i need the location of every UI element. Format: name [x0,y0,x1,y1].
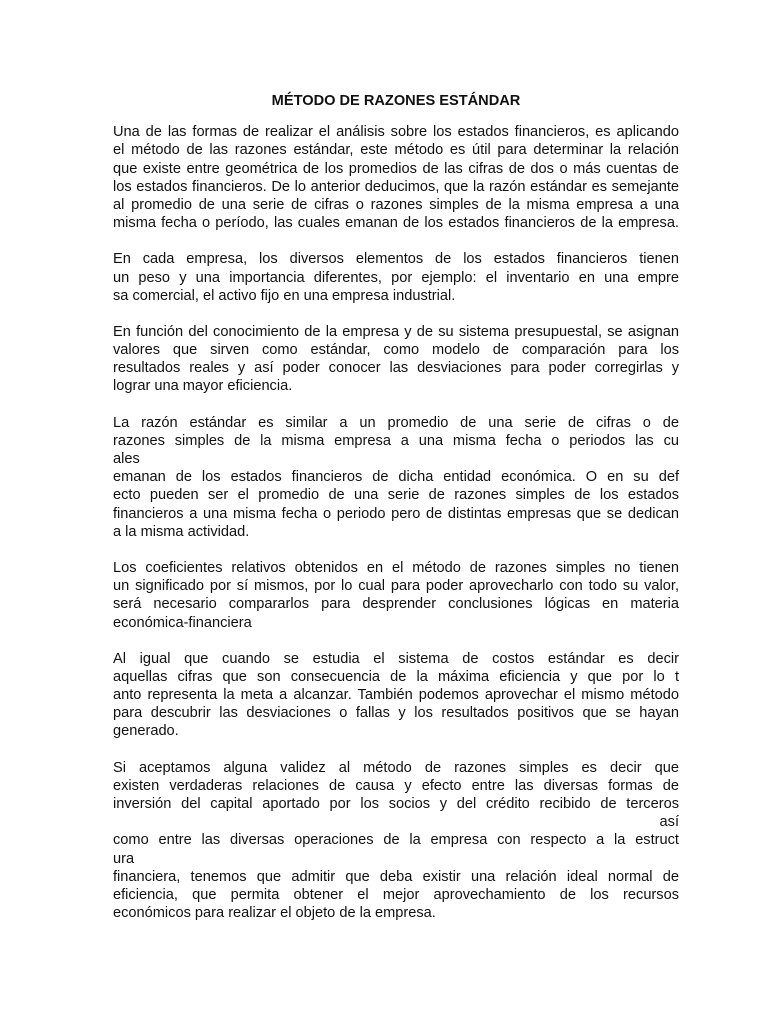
text-line: un peso y una importancia diferentes, por ejemplo: el inventario en una empre [113,269,679,286]
text-line: financiera, tenemos que admitir que deba existir una relación ideal normal de [113,868,679,885]
text-line: Los coeficientes relativos obtenidos en el método de razones simples no tienen [113,559,679,576]
text-line: misma fecha o período, las cuales emanan de los estados financieros de la empresa. [113,215,679,232]
text-line: En cada empresa, los diversos elementos de los estados financieros tienen [113,251,679,268]
paragraph-6 [113,650,679,741]
paragraph-1 [113,123,679,232]
text-line: lograr una mayor eficiencia. [113,378,293,395]
text-line: En función del conocimiento de la empresa y de su sistema presupuestal, se asignan [113,323,679,340]
text-line: existen verdaderas relaciones de causa y efecto entre las diversas formas de [113,777,679,794]
text-line: Al igual que cuando se estudia el sistema de costos estándar es decir [113,650,679,667]
paragraph-2 [113,250,679,305]
text-line: eficiencia, que permita obtener el mejor aprovechamiento de los recursos [113,886,679,903]
document-title: MÉTODO DE RAZONES ESTÁNDAR [271,93,521,109]
text-line: económica-financiera [113,614,252,631]
text-line: a la misma actividad. [113,523,250,540]
text-line: valores que sirven como estándar, como modelo de comparación para los [113,342,679,359]
text-line: emanan de los estados financieros de dicha entidad económica. O en su def [113,469,679,486]
text-line: será necesario compararlos para desprender conclusiones lógicas en materia [113,596,679,613]
text-line: sa comercial, el activo fijo en una empresa industrial. [113,287,456,304]
text-line: un significado por sí mismos, por lo cual para poder aprovecharlo con todo su valor, [113,578,679,595]
paragraph-3 [113,323,679,396]
text-line: el método de las razones estándar, este método es útil para determinar la relación [113,142,679,159]
paragraph-5 [113,559,679,632]
text-line: resultados reales y así poder conocer las desviaciones para poder corregirlas y [113,360,679,377]
document-body [113,92,679,940]
text-line: razones simples de la misma empresa a una misma fecha o periodos las cu [113,432,679,449]
text-line: ecto pueden ser el promedio de una serie de razones simples de los estados [113,487,679,504]
text-line: ura [113,850,135,867]
paragraph-4 [113,414,679,541]
paragraph-7 [113,759,679,923]
text-line: La razón estándar es similar a un promedio de una serie de cifras o de [113,414,679,431]
text-line: Si aceptamos alguna validez al método de razones simples es decir que [113,759,679,776]
text-line: ales [113,451,140,468]
text-line: económicos para realizar el objeto de la empresa. [113,905,436,922]
text-line: al promedio de una serie de cifras o razones simples de la misma empresa a una [113,196,679,213]
text-line: aquellas cifras que son consecuencia de la máxima eficiencia y que por lo t [113,668,679,685]
text-line: anto representa la meta a alcanzar. También podemos aprovechar el mismo método [113,687,679,704]
text-line: para descubrir las desviaciones o fallas y los resultados positivos que se hayan [113,705,679,722]
text-line: los estados financieros. De lo anterior deducimos, que la razón estándar es semejante [113,178,679,195]
text-line: financieros a una misma fecha o periodo pero de distintas empresas que se dedican [113,505,679,522]
text-line: como entre las diversas operaciones de la empresa con respecto a la estruct [113,832,679,849]
text-line: inversión del capital aportado por los socios y del crédito recibido de terceros [113,796,679,813]
text-line: así [659,814,679,831]
text-line: que existe entre geométrica de los promedios de las cifras de dos o más cuentas de [113,160,679,177]
text-line: Una de las formas de realizar el análisis sobre los estados financieros, es aplicando [113,124,679,141]
text-line: generado. [113,723,179,740]
